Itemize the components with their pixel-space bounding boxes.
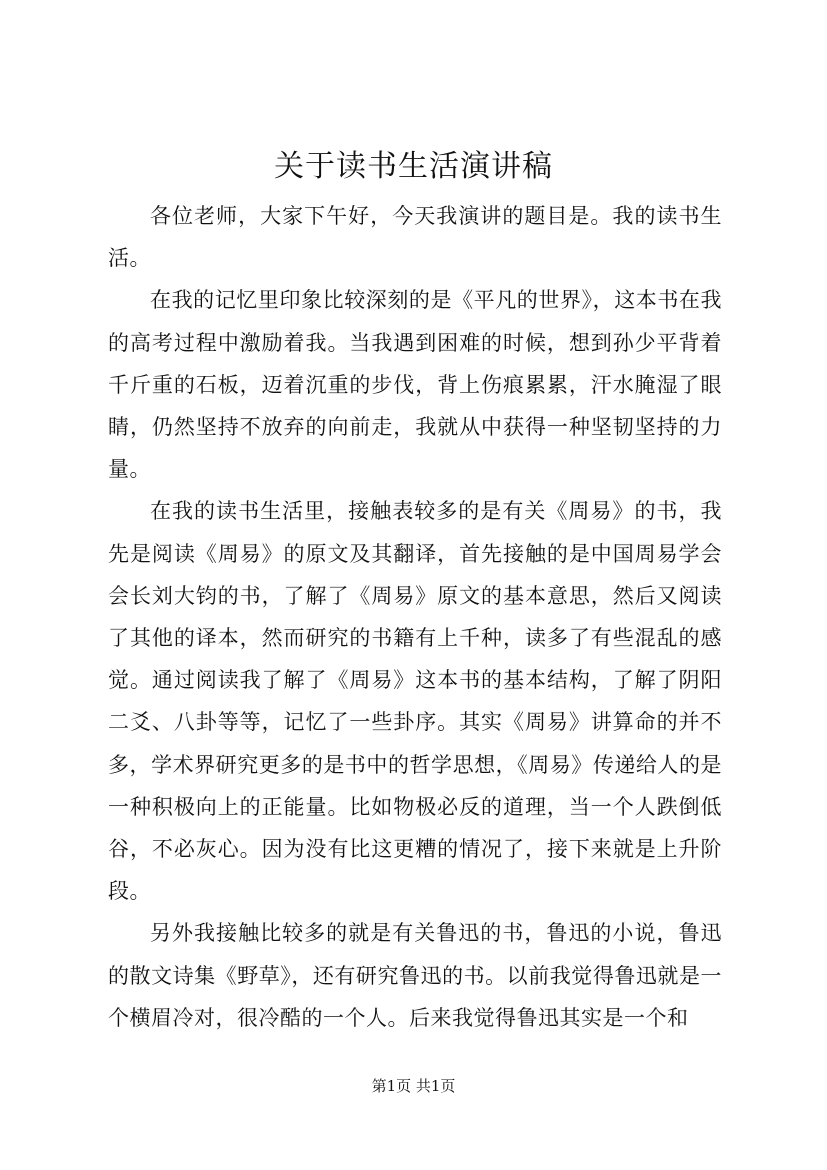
document-title: 关于读书生活演讲稿	[274, 149, 553, 184]
paragraph-zhouyi: 在我的读书生活里，接触表较多的是有关《周易》的书，我先是阅读《周易》的原文及其翻译，首先接触的是中国周易学会会长刘大钧的书，了解了《周易》原文的基本意思，然后又阅读了其他的译本，然而研究的书籍有上千种，读多了有些混乱的感觉。通过阅读我了解了《周易》这本书的基本结构，了解了阴阳二爻、八卦等等，记忆了一些卦序。其实《周易》讲算命的并不多，学术界研究更多的是书中的哲学思想，《周易》传递给人的是一种积极向上的正能量。比如物极必反的道理，当一个人跌倒低谷，不必灰心。因为没有比这更糟的情况了，接下来就是上升阶段。	[108, 499, 722, 904]
paragraph-ordinary-world: 在我的记忆里印象比较深刻的是《平凡的世界》，这本书在我的高考过程中激励着我。当我遇到困难的时候，想到孙少平背着千斤重的石板，迈着沉重的步伐，背上伤痕累累，汗水腌湿了眼睛，仍然坚持不放弃的向前走，我就从中获得一种坚韧坚持的力量。	[108, 288, 722, 482]
document-body	[108, 195, 722, 1039]
paragraph-luxun: 另外我接触比较多的就是有关鲁迅的书，鲁迅的小说，鲁迅的散文诗集《野草》，还有研究鲁迅的书。以前我觉得鲁迅就是一个横眉冷对，很冷酷的一个人。后来我觉得鲁迅其实是一个和	[108, 921, 722, 1030]
paragraph-greeting: 各位老师，大家下午好，今天我演讲的题目是。我的读书生活。	[108, 204, 722, 271]
page-number-footer: 第1页 共1页	[371, 1077, 456, 1095]
